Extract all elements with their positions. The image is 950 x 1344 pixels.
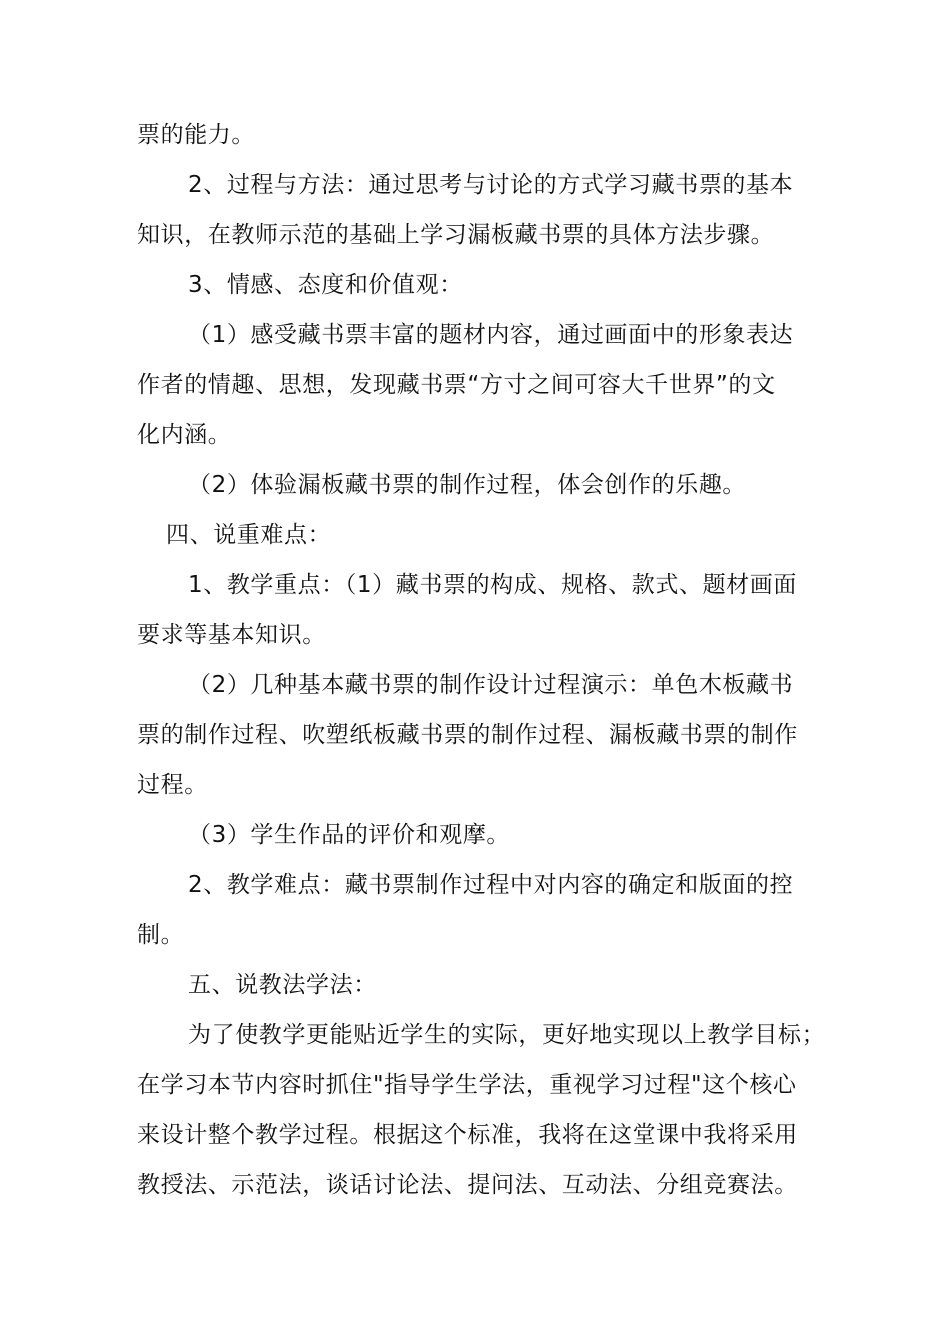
- text-line-15: （3）学生作品的评价和观摩。: [188, 822, 511, 848]
- text-line-16: 2、教学难点：藏书票制作过程中对内容的确定和版面的控: [188, 872, 794, 898]
- text-line-5: （1）感受藏书票丰富的题材内容，通过画面中的形象表达: [188, 322, 794, 348]
- text-line-1: 票的能力。: [137, 122, 255, 148]
- text-line-11: 要求等基本知识。: [137, 622, 326, 648]
- text-line-10: 1、教学重点：（1）藏书票的构成、规格、款式、题材画面: [188, 572, 797, 598]
- text-line-7: 化内涵。: [137, 422, 232, 448]
- text-line-21: 来设计整个教学过程。根据这个标准，我将在这堂课中我将采用: [137, 1122, 798, 1148]
- text-line-12: （2）几种基本藏书票的制作设计过程演示：单色木板藏书: [188, 672, 794, 698]
- text-line-17: 制。: [137, 922, 185, 948]
- text-line-13: 票的制作过程、吹塑纸板藏书票的制作过程、漏板藏书票的制作: [137, 722, 798, 748]
- section-heading-key-points: 四、说重难点：: [166, 522, 332, 548]
- text-line-3: 知识，在教师示范的基础上学习漏板藏书票的具体方法步骤。: [137, 222, 775, 248]
- text-line-2: 2、过程与方法：通过思考与讨论的方式学习藏书票的基本: [188, 172, 794, 198]
- text-line-8: （2）体验漏板藏书票的制作过程，体会创作的乐趣。: [188, 472, 747, 498]
- section-heading-methods: 五、说教法学法：: [188, 972, 377, 998]
- text-line-20: 在学习本节内容时抓住"指导学生学法，重视学习过程"这个核心: [137, 1072, 797, 1098]
- text-line-22: 教授法、示范法，谈话讨论法、提问法、互动法、分组竞赛法。: [137, 1172, 798, 1198]
- text-line-4: 3、情感、态度和价值观：: [188, 272, 463, 298]
- text-line-19: 为了使教学更能贴近学生的实际，更好地实现以上教学目标；: [188, 1022, 826, 1048]
- text-line-14: 过程。: [137, 772, 208, 798]
- text-line-6: 作者的情趣、思想，发现藏书票“方寸之间可容大千世界”的文: [137, 372, 776, 398]
